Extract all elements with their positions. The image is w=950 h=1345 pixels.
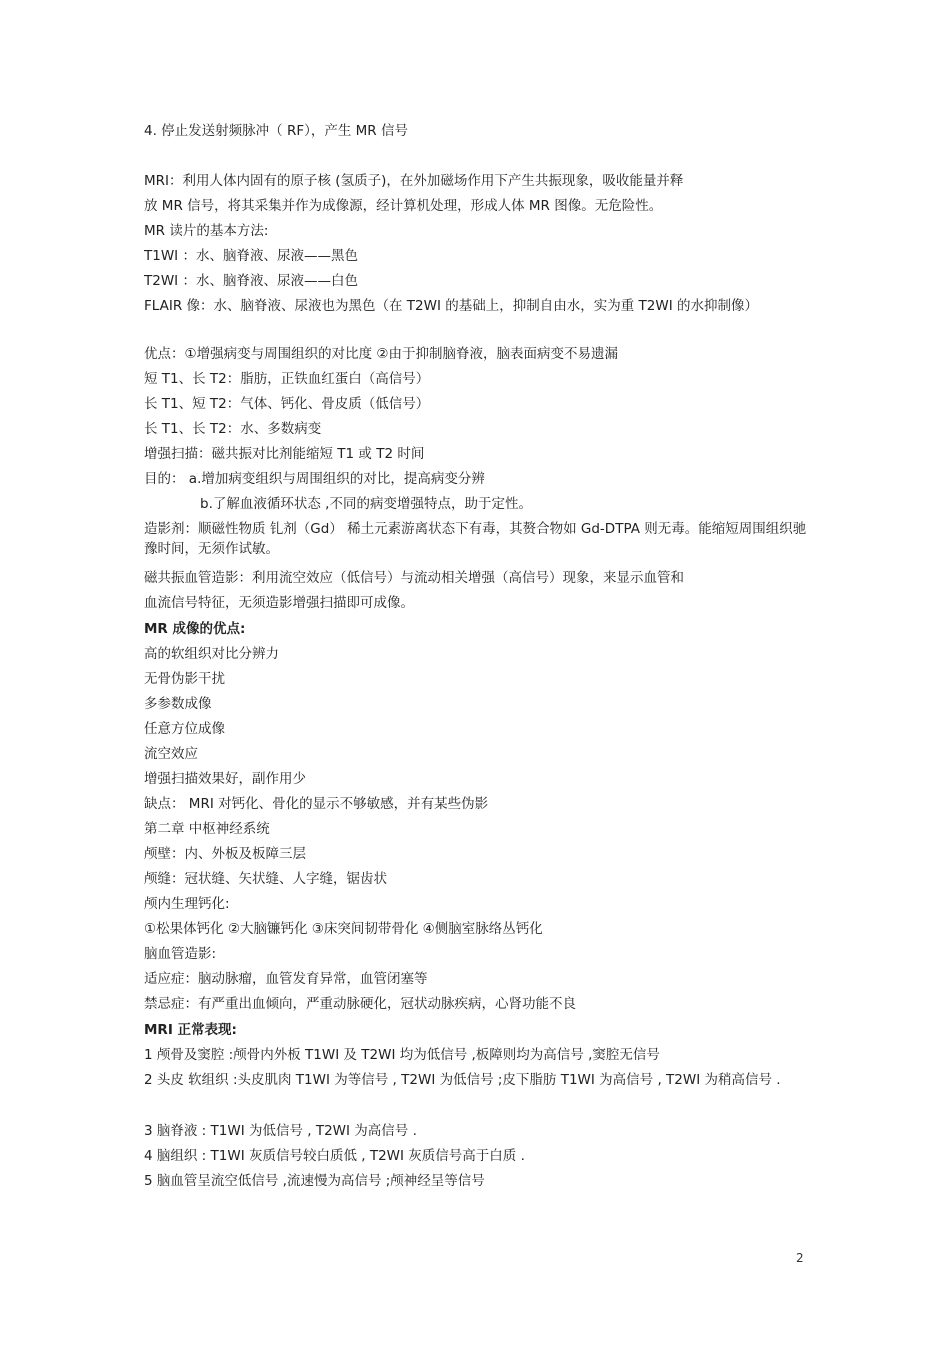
text-line: 2 头皮 软组织 :头皮肌肉 T1WI 为等信号 , T2WI 为低信号 ;皮下脂肪 T1WI 为高信号 , T2WI 为稍高信号 .: [144, 1072, 781, 1088]
text-line: 目的： a.增加病变组织与周围组织的对比，提高病变分辨: [144, 471, 485, 487]
text-line: 4 脑组织 : T1WI 灰质信号较白质低 , T2WI 灰质信号高于白质 .: [144, 1148, 525, 1164]
text-line: b.了解血液循环状态 ,不同的病变增强特点，助于定性。: [200, 496, 532, 512]
text-line: 颅内生理钙化:: [144, 896, 230, 912]
text-line: 长 T1、短 T2：气体、钙化、骨皮质（低信号）: [144, 396, 430, 412]
page-number: 2: [796, 1251, 804, 1265]
text-line: MR 读片的基本方法:: [144, 223, 269, 239]
text-line: 放 MR 信号，将其采集并作为成像源，经计算机处理，形成人体 MR 图像。无危险性。: [144, 198, 663, 214]
chapter-heading: 第二章 中枢神经系统: [144, 821, 270, 837]
text-line: 血流信号特征，无须造影增强扫描即可成像。: [144, 595, 414, 611]
text-line: 长 T1、长 T2：水、多数病变: [144, 421, 322, 437]
text-line: FLAIR 像：水、脑脊液、尿液也为黑色（在 T2WI 的基础上，抑制自由水，实为重 T2WI 的水抑制像）: [144, 298, 758, 314]
list-item: 高的软组织对比分辨力: [144, 646, 279, 662]
section-heading: MRI 正常表现:: [144, 1022, 237, 1038]
text-line: T2WI ：水、脑脊液、尿液——白色: [144, 273, 358, 289]
text-line: MRI：利用人体内固有的原子核 (氢质子)，在外加磁场作用下产生共振现象，吸收能量并释: [144, 173, 684, 189]
text-line: ①松果体钙化 ②大脑镰钙化 ③床突间韧带骨化 ④侧脑室脉络丛钙化: [144, 921, 543, 937]
list-item: 任意方位成像: [144, 721, 225, 737]
list-item: 无骨伪影干扰: [144, 671, 225, 687]
text-line: 缺点： MRI 对钙化、骨化的显示不够敏感，并有某些伪影: [144, 796, 489, 812]
text-line: 1 颅骨及窦腔 :颅骨内外板 T1WI 及 T2WI 均为低信号 ,板障则均为高信号 ,窦腔无信号: [144, 1047, 660, 1063]
text-line: 颅缝：冠状缝、矢状缝、人字缝，锯齿状: [144, 871, 387, 887]
list-item: 多参数成像: [144, 696, 212, 712]
text-line: 造影剂：顺磁性物质 钆剂（Gd） 稀土元素游离状态下有毒，其赘合物如 Gd-DTPA 则无毒。能缩短周围组织驰豫时间，无须作试敏。: [144, 521, 807, 557]
text-line: 磁共振血管造影：利用流空效应（低信号）与流动相关增强（高信号）现象，来显示血管和: [144, 570, 684, 586]
text-line: 脑血管造影:: [144, 946, 217, 962]
text-line: 禁忌症：有严重出血倾向，严重动脉硬化，冠状动脉疾病，心肾功能不良: [144, 996, 576, 1012]
text-line: 颅壁：内、外板及板障三层: [144, 846, 306, 862]
text-line: T1WI ：水、脑脊液、尿液——黑色: [144, 248, 358, 264]
text-line: 短 T1、长 T2：脂肪，正铁血红蛋白（高信号）: [144, 371, 430, 387]
text-line: 4. 停止发送射频脉冲（ RF），产生 MR 信号: [144, 123, 408, 139]
list-item: 增强扫描效果好，副作用少: [144, 771, 306, 787]
text-line: 适应症：脑动脉瘤，血管发育异常，血管闭塞等: [144, 971, 428, 987]
section-heading: MR 成像的优点:: [144, 621, 246, 637]
list-item: 流空效应: [144, 746, 198, 762]
text-line: 3 脑脊液 : T1WI 为低信号 , T2WI 为高信号 .: [144, 1123, 417, 1139]
text-line: 5 脑血管呈流空低信号 ,流速慢为高信号 ;颅神经呈等信号: [144, 1173, 485, 1189]
text-line: 优点：①增强病变与周围组织的对比度 ②由于抑制脑脊液，脑表面病变不易遗漏: [144, 346, 618, 362]
text-line: 增强扫描：磁共振对比剂能缩短 T1 或 T2 时间: [144, 446, 425, 462]
